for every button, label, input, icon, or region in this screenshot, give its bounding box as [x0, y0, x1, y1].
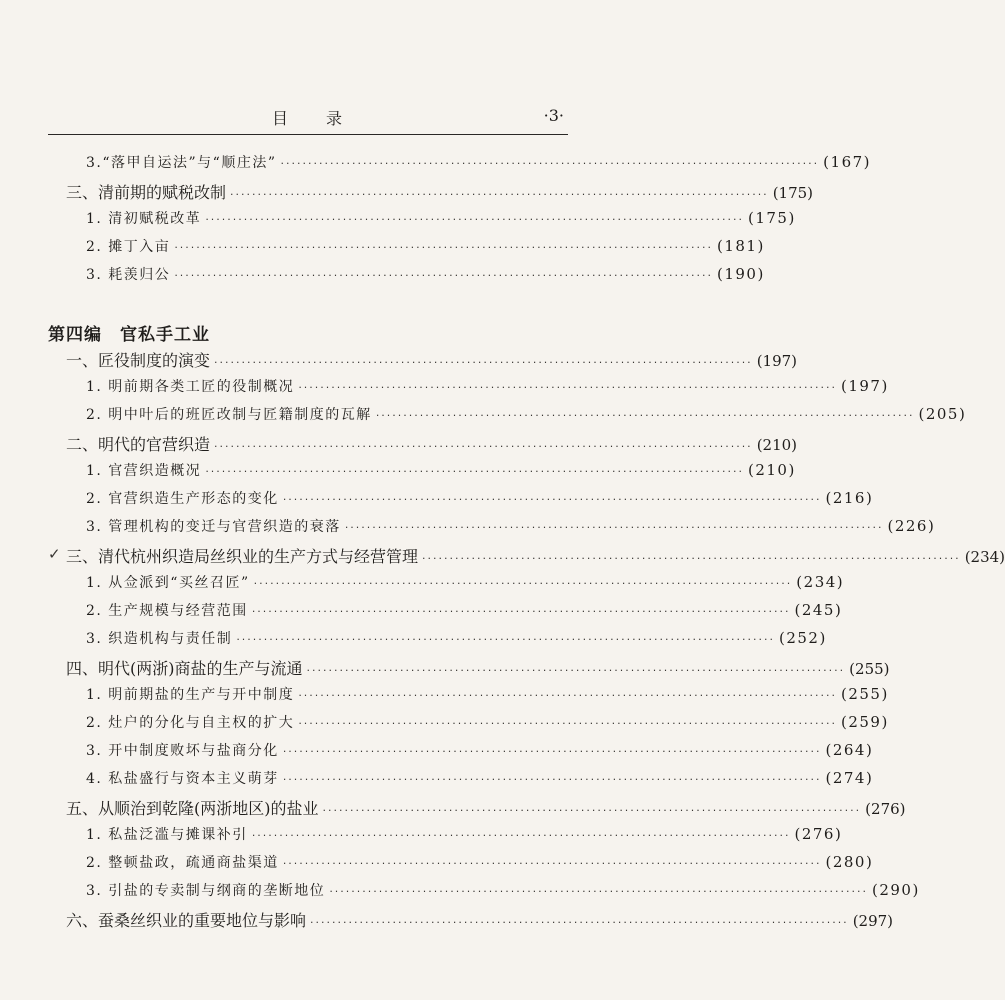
toc-entry [86, 628, 827, 648]
dot-leader: ·································································································· [375, 409, 915, 422]
toc-entry [86, 516, 936, 536]
toc-entry-label: 1. 明前期各类工匠的役制概况 [86, 379, 295, 395]
toc-entry-page: (205) [918, 405, 967, 423]
toc-entry-page: (290) [871, 881, 920, 899]
toc-entry [66, 908, 894, 931]
toc-entry-label: 一、匠役制度的演变 [66, 351, 211, 370]
dot-leader: ·································································································· [214, 356, 753, 369]
dot-leader: ·································································································· [422, 552, 961, 565]
dot-leader: ·································································································· [251, 605, 791, 618]
toc-entry [86, 684, 889, 704]
toc-entry-label: 三、清前期的赋税改制 [66, 183, 227, 202]
toc-entry-page: (197) [756, 352, 798, 370]
toc-entry-page: (210) [756, 436, 798, 454]
part-heading: 第四编 官私手工业 [48, 325, 210, 345]
toc-entry-label: 3.“落甲自运法”与“顺庄法” [86, 155, 277, 171]
toc-entry-page: (197) [840, 377, 889, 395]
toc-entry [86, 824, 843, 844]
header-title: 目 录 [271, 109, 344, 128]
dot-leader: ·································································································· [298, 717, 837, 730]
dot-leader: ·································································································· [306, 664, 846, 677]
toc-entry-label: 3. 引盐的专卖制与纲商的垄断地位 [86, 883, 326, 899]
toc-entry [66, 432, 798, 455]
dot-leader: ·································································································· [174, 241, 713, 254]
toc-entry-page: (276) [865, 800, 906, 818]
toc-entry-page: (226) [887, 517, 936, 535]
toc-entry-label: 三、清代杭州织造局丝织业的生产方式与经营管理 [66, 547, 419, 566]
checkmark-icon: ✓ [48, 545, 61, 563]
toc-entry-label: 二、明代的官营织造 [66, 435, 211, 454]
toc-entry-page: (234) [796, 573, 845, 591]
toc-entry [86, 404, 967, 424]
toc-entry-label: 1. 私盐泛滥与摊课补引 [86, 827, 248, 843]
toc-entry-label: 1. 明前期盐的生产与开中制度 [86, 687, 295, 703]
toc-entry-page: (274) [825, 769, 874, 787]
toc-entry [86, 236, 765, 256]
toc-entry [86, 600, 843, 620]
toc-entry [86, 460, 796, 480]
toc-entry-page: (210) [747, 461, 796, 479]
toc-entry [66, 180, 814, 203]
toc-entry-page: (252) [778, 629, 827, 647]
toc-entry [86, 712, 889, 732]
toc-entry-label: 五、从顺治到乾隆(两浙地区)的盐业 [66, 799, 319, 818]
dot-leader: ·································································································· [329, 885, 868, 898]
toc-entry [66, 656, 890, 679]
dot-leader: ·································································································· [230, 188, 769, 201]
toc-entry-page: (245) [794, 601, 843, 619]
toc-entry-label: 六、蚕桑丝织业的重要地位与影响 [66, 911, 307, 930]
toc-entry-label: 3. 管理机构的变迁与官营织造的衰落 [86, 519, 341, 535]
toc-entry-label: 2. 生产规模与经营范围 [86, 603, 248, 619]
toc-entry [66, 348, 798, 371]
dot-leader: ·································································································· [174, 269, 713, 282]
dot-leader: ·································································································· [322, 804, 862, 817]
toc-entry-label: 2. 明中叶后的班匠改制与匠籍制度的瓦解 [86, 407, 372, 423]
page-number: ·3· [543, 106, 564, 125]
dot-leader: ·································································································· [298, 381, 837, 394]
toc-entry-page: (264) [825, 741, 874, 759]
toc-entry [86, 768, 874, 788]
toc-entry-page: (175) [772, 184, 814, 202]
dot-leader: ·································································································· [236, 633, 775, 646]
toc-entry-page: (190) [716, 265, 765, 283]
toc-entry-label: 1. 官营织造概况 [86, 463, 202, 479]
toc-entry-label: 四、明代(两浙)商盐的生产与流通 [66, 659, 303, 678]
toc-entry-label: 1. 从佥派到“买丝召匠” [86, 575, 250, 591]
toc-entry [86, 208, 796, 228]
toc-entry-page: (276) [794, 825, 843, 843]
dot-leader: ·································································································· [344, 521, 884, 534]
toc-entry-page: (167) [823, 153, 872, 171]
toc-entry-page: (255) [849, 660, 890, 678]
dot-leader: ·································································································· [214, 440, 753, 453]
toc-entry-page: (175) [747, 209, 796, 227]
toc-entry [86, 152, 872, 172]
page-header [48, 100, 568, 135]
toc-entry-label: 3. 开中制度败坏与盐商分化 [86, 743, 279, 759]
toc-entry-page: (234) [964, 548, 1005, 566]
toc-entry-label: 3. 耗羡归公 [86, 267, 171, 283]
toc-entry-label: 2. 摊丁入亩 [86, 239, 171, 255]
toc-entry-label: 3. 织造机构与责任制 [86, 631, 233, 647]
toc-entry [86, 488, 874, 508]
toc-entry-label: 1. 清初赋税改革 [86, 211, 202, 227]
dot-leader: ·································································································· [253, 577, 793, 590]
toc-entry-label: 2. 整顿盐政，疏通商盐渠道 [86, 855, 279, 871]
toc-entry [66, 544, 1005, 567]
dot-leader: ·································································································· [282, 493, 822, 506]
dot-leader: ·································································································· [251, 829, 791, 842]
dot-leader: ·································································································· [282, 745, 822, 758]
toc-entry-page: (255) [840, 685, 889, 703]
toc-entry [86, 852, 874, 872]
toc-entry-page: (280) [825, 853, 874, 871]
toc-entry-label: 4. 私盐盛行与资本主义萌芽 [86, 771, 279, 787]
toc-entry [86, 376, 889, 396]
toc-entry-page: (259) [840, 713, 889, 731]
toc-entry-label: 2. 灶户的分化与自主权的扩大 [86, 715, 295, 731]
dot-leader: ·································································································· [205, 213, 744, 226]
dot-leader: ·································································································· [280, 157, 820, 170]
toc-entry-page: (216) [825, 489, 874, 507]
toc-entry-page: (297) [852, 912, 894, 930]
toc-entry-page: (181) [716, 237, 765, 255]
dot-leader: ·································································································· [282, 857, 822, 870]
toc-entry-label: 2. 官营织造生产形态的变化 [86, 491, 279, 507]
dot-leader: ·································································································· [310, 916, 849, 929]
toc-entry [86, 572, 845, 592]
dot-leader: ·································································································· [298, 689, 837, 702]
toc-entry [86, 740, 874, 760]
toc-entry [66, 796, 906, 819]
dot-leader: ·································································································· [282, 773, 822, 786]
toc-entry [86, 264, 765, 284]
dot-leader: ·································································································· [205, 465, 744, 478]
toc-entry [86, 880, 920, 900]
